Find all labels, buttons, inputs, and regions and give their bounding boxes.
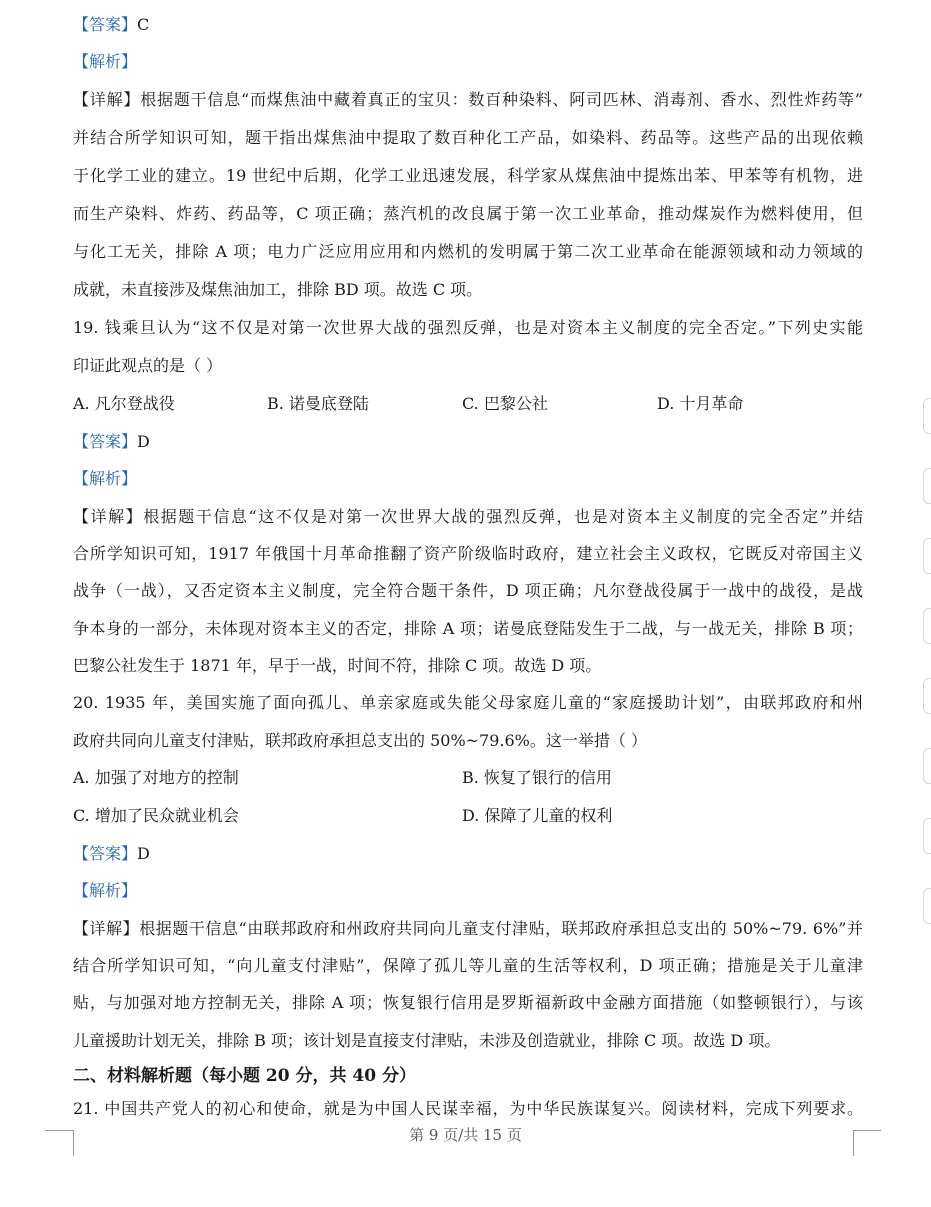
- q19-detail-line: 争本身的一部分，未体现对资本主义的否定，排除 A 项；诺曼底登陆发生于二战，与一战无关，排除 B 项；: [73, 619, 863, 638]
- q18-detail-line: 与化工无关，排除 A 项；电力广泛应用应用和内燃机的发明属于第二次工业革命在能源领域和动力领域的: [73, 242, 863, 261]
- detail-tag: 【详解】: [73, 90, 141, 109]
- q19-options: [73, 389, 863, 419]
- detail-text: 根据题干信息“这不仅是对第一次世界大战的强烈反弹，也是对资本主义制度的完全否定”并结: [143, 507, 863, 526]
- q18-analysis-tag: [73, 47, 863, 77]
- answer-value: D: [137, 844, 150, 863]
- q20-option-b: B. 恢复了银行的信用: [462, 768, 612, 787]
- edge-tab: [923, 818, 931, 854]
- q19-option-b: B. 诺曼底登陆: [267, 394, 369, 413]
- edge-tab: [923, 608, 931, 644]
- q18-detail-line: 于化学工业的建立。19 世纪中后期，化学工业迅速发展，科学家从煤焦油中提炼出苯、甲苯等有机物，进: [73, 166, 863, 185]
- edge-tab: [923, 468, 931, 504]
- q20-detail-line: 儿童援助计划无关，排除 B 项；该计划是直接支付津贴，未涉及创造就业，排除 C 项。故选 D 项。: [73, 1031, 781, 1050]
- q18-answer: [73, 10, 863, 40]
- detail-text: 根据题干信息“由联邦政府和州政府共同向儿童支付津贴，联邦政府承担总支出的 50%~79. 6%”并: [139, 919, 863, 938]
- detail-tag: 【详解】: [73, 919, 140, 938]
- answer-tag: 【答案】: [73, 844, 138, 863]
- edge-tab: [923, 538, 931, 574]
- q20-analysis-tag: [73, 876, 863, 906]
- q19-detail-line: 巴黎公社发生于 1871 年，早于一战，时间不符，排除 C 项。故选 D 项。: [73, 656, 602, 675]
- page-number: 第 9 页/共 15 页: [409, 1126, 522, 1144]
- q20-detail-line: [73, 914, 863, 944]
- edge-tab: [923, 678, 931, 714]
- section-heading: 二、材料解析题（每小题 20 分，共 40 分）: [73, 1066, 416, 1086]
- q19-detail-line: 战争（一战），又否定资本主义制度，完全符合题干条件，D 项正确；凡尔登战役属于一战中的战役，是战: [73, 581, 863, 600]
- q18-detail-line: 并结合所学知识可知，题干指出煤焦油中提取了数百种化工产品，如染料、药品等。这些产品的出现依赖: [73, 128, 863, 147]
- q21-stem-line: 21. 中国共产党人的初心和使命，就是为中国人民谋幸福，为中华民族谋复兴。阅读材料，完成下列要求。: [73, 1099, 863, 1118]
- q19-analysis-tag: [73, 464, 863, 494]
- answer-tag: 【答案】: [73, 432, 138, 451]
- detail-tag: 【详解】: [73, 507, 144, 526]
- q19-option-a: A. 凡尔登战役: [73, 394, 175, 413]
- analysis-tag: 【解析】: [73, 52, 138, 71]
- q20-options-row-2: [73, 801, 863, 831]
- edge-tab: [923, 888, 931, 924]
- analysis-tag: 【解析】: [73, 881, 138, 900]
- q18-detail-line: 成就，未直接涉及煤焦油加工，排除 BD 项。故选 C 项。: [73, 280, 483, 299]
- q19-stem-line: 印证此观点的是（ ）: [73, 356, 223, 375]
- q20-options-row-1: [73, 763, 863, 793]
- edge-tab: [923, 748, 931, 784]
- q20-stem-line: 20. 1935 年，美国实施了面向孤儿、单亲家庭或失能父母家庭儿童的“家庭援助计划”，由联邦政府和州: [73, 693, 863, 712]
- q19-answer: [73, 427, 863, 457]
- q20-answer: [73, 839, 863, 869]
- q19-detail-line: 合所学知识可知，1917 年俄国十月革命推翻了资产阶级临时政府，建立社会主义政权，它既反对帝国主义: [73, 544, 863, 563]
- q18-detail-line: [73, 85, 863, 115]
- q19-option-d: D. 十月革命: [657, 394, 744, 413]
- q19-stem-line: 19. 钱乘旦认为“这不仅是对第一次世界大战的强烈反弹，也是对资本主义制度的完全否定。”下列史实能: [73, 318, 863, 337]
- q18-detail-line: 而生产染料、炸药、药品等，C 项正确；蒸汽机的改良属于第一次工业革命，推动煤炭作为燃料使用，但: [73, 204, 863, 223]
- answer-value: D: [137, 432, 150, 451]
- answer-value: C: [137, 15, 150, 34]
- q20-detail-line: 贴，与加强对地方控制无关，排除 A 项；恢复银行信用是罗斯福新政中金融方面措施（如整顿银行），与该: [73, 993, 863, 1012]
- q20-option-c: C. 增加了民众就业机会: [73, 806, 239, 825]
- q20-stem-line: 政府共同向儿童支付津贴，联邦政府承担总支出的 50%~79.6%。这一举措（ ）: [73, 731, 647, 750]
- q19-detail-line: [73, 502, 863, 532]
- q19-option-c: C. 巴黎公社: [462, 394, 548, 413]
- answer-tag: 【答案】: [73, 15, 138, 34]
- q20-detail-line: 结合所学知识可知，“向儿童支付津贴”，保障了孤儿等儿童的生活等权利，D 项正确；措施是关于儿童津: [73, 956, 863, 975]
- q20-option-a: A. 加强了对地方的控制: [73, 768, 239, 787]
- detail-text: 根据题干信息“而煤焦油中藏着真正的宝贝：数百种染料、阿司匹林、消毒剂、香水、烈性炸药等”: [140, 90, 863, 109]
- q20-option-d: D. 保障了儿童的权利: [462, 806, 613, 825]
- analysis-tag: 【解析】: [73, 469, 138, 488]
- edge-tab: [923, 398, 931, 434]
